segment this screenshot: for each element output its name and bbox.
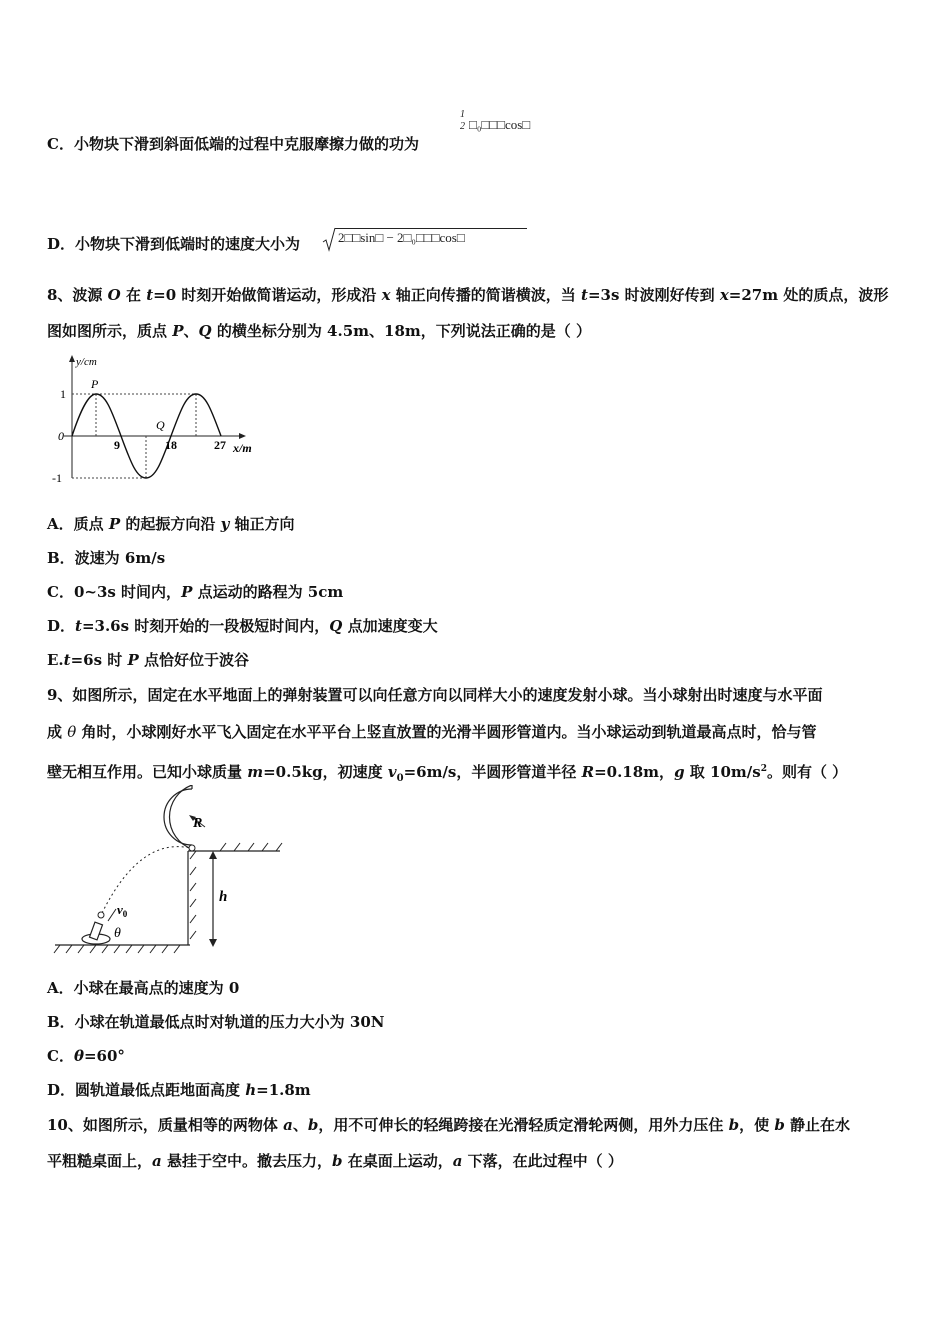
text: D．圆轨道最低点距地面高度 bbox=[47, 1081, 246, 1099]
var-theta: θ bbox=[73, 1047, 84, 1065]
pipe-inner bbox=[164, 789, 192, 845]
q9-option-a bbox=[47, 978, 239, 998]
radius-label: R bbox=[193, 816, 203, 831]
text: 。则有（ ） bbox=[766, 763, 848, 781]
x-axis-arrow-icon bbox=[239, 433, 246, 439]
y-axis-label: y/cm bbox=[76, 356, 97, 368]
q7-option-d-text: D．小物块下滑到低端时的速度大小为 bbox=[47, 235, 301, 253]
text: =1.8m bbox=[256, 1081, 311, 1099]
q8-option-b bbox=[47, 548, 165, 568]
var-t: t bbox=[581, 286, 588, 304]
height-arrow-up-icon bbox=[209, 851, 217, 859]
x-tick-9: 9 bbox=[114, 438, 120, 452]
pipe-outer bbox=[169, 785, 192, 849]
theta-label: θ bbox=[114, 926, 121, 941]
var-x: x bbox=[381, 286, 391, 304]
var-h: h bbox=[245, 1081, 257, 1099]
var-g: g bbox=[674, 763, 685, 781]
var: P bbox=[127, 651, 139, 669]
v0-label bbox=[117, 902, 128, 919]
var: t bbox=[75, 617, 82, 635]
point-p-label: P bbox=[91, 377, 99, 391]
text: =3.6s 时刻开始的一段极短时间内， bbox=[81, 617, 330, 635]
var-O: O bbox=[107, 286, 121, 304]
point-q-label: Q bbox=[156, 418, 165, 432]
sqrt-sign-icon bbox=[322, 226, 336, 252]
var: P bbox=[108, 515, 121, 533]
origin-label: 0 bbox=[58, 429, 64, 443]
text: 点恰好位于波谷 bbox=[138, 651, 250, 669]
text: C．0~3s 时间内， bbox=[47, 583, 182, 601]
launched-ball bbox=[98, 912, 104, 918]
text: =6m/s，半圆形管道半径 bbox=[403, 763, 582, 781]
q9-launcher-figure bbox=[50, 785, 290, 955]
text: 角时，小球刚好水平飞入固定在水平平台上竖直放置的光滑半圆形管道内。当小球运动到轨道最高点时，恰与管 bbox=[76, 723, 817, 741]
text: 成 bbox=[47, 723, 68, 741]
x-tick-27: 27 bbox=[214, 438, 226, 452]
subscript: 0 bbox=[396, 773, 404, 784]
ground-hatching bbox=[54, 945, 180, 953]
frac-denominator: 2 bbox=[460, 121, 465, 132]
pipe-entrance-ball bbox=[189, 845, 195, 851]
q9-stem-line1 bbox=[47, 685, 822, 705]
y-tick-1: 1 bbox=[60, 387, 66, 401]
var-b: b bbox=[307, 1116, 319, 1134]
trajectory-curve bbox=[102, 847, 190, 913]
text: =0.5kg，初速度 bbox=[263, 763, 388, 781]
q10-stem-line1 bbox=[47, 1115, 850, 1135]
v0-symbol: v bbox=[117, 902, 123, 917]
x-tick-18: 18 bbox=[165, 438, 177, 452]
var-R: R bbox=[581, 763, 595, 781]
y-axis-arrow-icon bbox=[69, 355, 75, 362]
var-b: b bbox=[728, 1116, 740, 1134]
var-v: v bbox=[387, 763, 397, 781]
q9-option-c bbox=[47, 1046, 125, 1066]
text: C． bbox=[47, 1047, 74, 1065]
text: 8、波源 bbox=[47, 286, 108, 304]
q8-stem-line2 bbox=[47, 321, 591, 341]
q7-option-d-formula: 2□□sin□ − 2□₀□□□cos□ bbox=[338, 230, 465, 245]
var: P bbox=[181, 583, 193, 601]
var-a: a bbox=[283, 1116, 293, 1134]
v0-subscript: 0 bbox=[122, 909, 128, 919]
text: 在 bbox=[120, 286, 147, 304]
text: 轴正向传播的简谐横波，当 bbox=[390, 286, 581, 304]
text: =0.18m， bbox=[594, 763, 675, 781]
q7-option-c-formula: □₀□□□cos□ bbox=[469, 117, 531, 132]
text: 9、如图所示，固定在水平地面上的弹射装置可以向任意方向以同样大小的速度发射小球。当小球射出时速度与水平面 bbox=[47, 686, 823, 704]
text: =3s 时波刚好传到 bbox=[587, 286, 720, 304]
q8-wave-graph bbox=[50, 352, 280, 492]
var-b: b bbox=[331, 1152, 343, 1170]
text: 的横坐标分别为 4.5m、18m，下列说法正确的是（ ） bbox=[211, 322, 591, 340]
var-a: a bbox=[152, 1152, 162, 1170]
sqrt-overline bbox=[335, 228, 527, 229]
frac-numerator: 1 bbox=[460, 109, 465, 120]
text: 、 bbox=[183, 322, 199, 340]
q8-option-a bbox=[47, 514, 295, 534]
text: 点加速度变大 bbox=[342, 617, 438, 635]
var-m: m bbox=[247, 763, 264, 781]
text: 轴正方向 bbox=[229, 515, 295, 533]
var: t bbox=[63, 651, 71, 669]
text: E. bbox=[47, 651, 64, 669]
var-a: a bbox=[452, 1152, 463, 1170]
text: 壁无相互作用。已知小球质量 bbox=[47, 763, 248, 781]
text: =0 时刻开始做简谐运动，形成沿 bbox=[153, 286, 382, 304]
text: 的起振方向沿 bbox=[120, 515, 221, 533]
text: ，用不可伸长的轻绳跨接在光滑轻质定滑轮两侧，用外力压住 bbox=[318, 1116, 729, 1134]
var-b: b bbox=[774, 1116, 785, 1134]
var-t: t bbox=[146, 286, 154, 304]
y-tick-neg1: -1 bbox=[52, 471, 62, 485]
text: =60° bbox=[83, 1047, 125, 1065]
q8-option-e bbox=[47, 650, 249, 670]
text: B．波速为 6m/s bbox=[47, 549, 166, 567]
q10-stem-line2 bbox=[47, 1151, 623, 1171]
q8-option-c bbox=[47, 582, 343, 602]
q7-option-c-frac bbox=[460, 110, 465, 132]
text: ，使 bbox=[739, 1116, 775, 1134]
height-label: h bbox=[219, 889, 228, 905]
text: 10、如图所示，质量相等的两物体 bbox=[47, 1116, 284, 1134]
text: 取 10m/s bbox=[684, 763, 761, 781]
text: A．质点 bbox=[47, 515, 109, 533]
var-theta: θ bbox=[67, 723, 77, 741]
platform-hatching bbox=[190, 843, 282, 939]
text: 下落，在此过程中（ ） bbox=[462, 1152, 623, 1170]
height-arrow-down-icon bbox=[209, 939, 217, 947]
velocity-arrow-line bbox=[108, 909, 116, 921]
text: =27m 处的质点，波形 bbox=[728, 286, 889, 304]
var: y bbox=[220, 515, 230, 533]
q9-option-b bbox=[47, 1012, 385, 1032]
q8-option-d bbox=[47, 616, 438, 636]
text: 点运动的路程为 5cm bbox=[192, 583, 344, 601]
var-P: P bbox=[172, 322, 184, 340]
text: 静止在水 bbox=[784, 1116, 851, 1134]
q7-option-d bbox=[47, 234, 300, 254]
text: B．小球在轨道最低点时对轨道的压力大小为 30N bbox=[47, 1013, 385, 1031]
superscript: 2 bbox=[760, 764, 767, 774]
q7-option-c bbox=[47, 134, 419, 154]
text: 图如图所示，质点 bbox=[47, 322, 173, 340]
text: =6s 时 bbox=[70, 651, 128, 669]
q9-stem-line2 bbox=[47, 722, 817, 742]
q7-option-c-text: C．小物块下滑到斜面低端的过程中克服摩擦力做的功为 bbox=[47, 135, 419, 153]
text: 在桌面上运动， bbox=[342, 1152, 453, 1170]
text: D． bbox=[47, 617, 76, 635]
text: 平粗糙桌面上， bbox=[47, 1152, 153, 1170]
text: 悬挂于空中。撤去压力， bbox=[161, 1152, 332, 1170]
text: 、 bbox=[292, 1116, 308, 1134]
x-axis-label: x/m bbox=[233, 441, 252, 455]
var-Q: Q bbox=[198, 322, 212, 340]
var-x: x bbox=[719, 286, 729, 304]
text: A．小球在最高点的速度为 0 bbox=[47, 979, 240, 997]
q8-stem-line1 bbox=[47, 285, 888, 305]
q9-option-d bbox=[47, 1080, 311, 1100]
var: Q bbox=[329, 617, 343, 635]
